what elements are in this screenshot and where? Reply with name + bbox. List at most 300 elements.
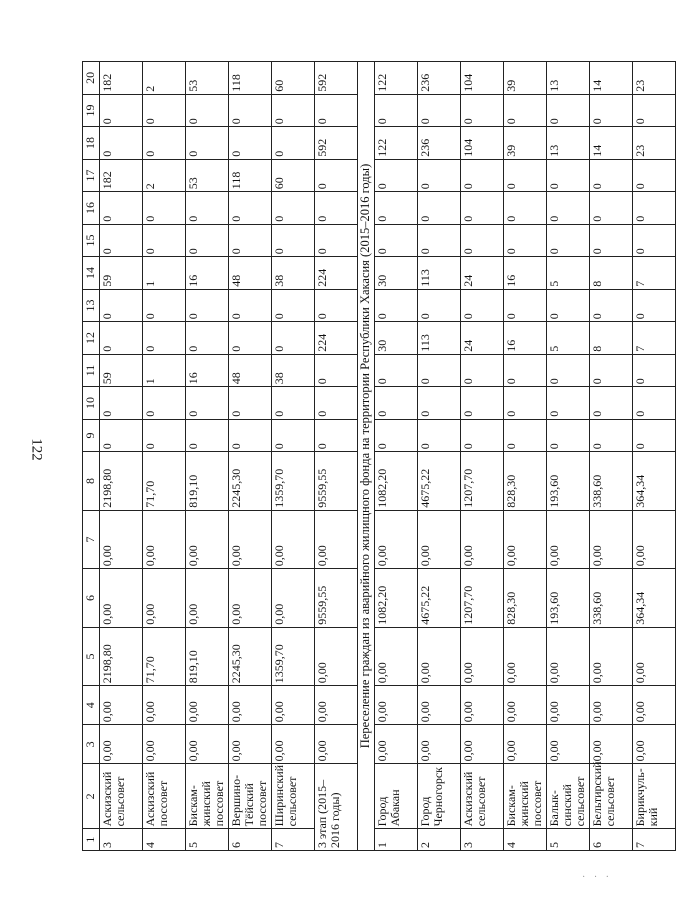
value-cell: 0: [375, 224, 418, 257]
stage-total-row: [315, 62, 358, 851]
value-cell: 0: [590, 224, 633, 257]
value-cell: 0: [590, 354, 633, 387]
municipality-name-cell: Ширинский сельсовет: [272, 764, 315, 829]
column-number-cell: 1: [83, 829, 100, 851]
value-cell: 0,00: [590, 725, 633, 764]
table-row: [547, 62, 590, 851]
value-cell: 48: [229, 354, 272, 387]
scan-artifact: · · ·: [582, 872, 612, 883]
value-cell: 0: [143, 289, 186, 322]
row-number-cell: 4: [504, 829, 547, 851]
value-cell: 0,00: [461, 627, 504, 686]
value-cell: 0,00: [186, 686, 229, 725]
value-cell: 1359,70: [272, 452, 315, 511]
column-number-cell: 9: [83, 419, 100, 452]
value-cell: 2245,30: [229, 452, 272, 511]
table-row: [375, 62, 418, 851]
row-number-cell: 3: [461, 829, 504, 851]
value-cell: 0,00: [229, 686, 272, 725]
value-cell: 24: [461, 322, 504, 355]
value-cell: 0: [229, 322, 272, 355]
value-cell: 23: [633, 62, 676, 95]
value-cell: 0: [186, 387, 229, 420]
value-cell: 0,00: [143, 686, 186, 725]
value-cell: 0: [143, 192, 186, 225]
value-cell: 48: [229, 257, 272, 290]
value-cell: 0: [504, 419, 547, 452]
row-number-cell: 3: [100, 829, 143, 851]
value-cell: 0,00: [461, 686, 504, 725]
value-cell: 30: [375, 257, 418, 290]
column-number-cell: 19: [83, 94, 100, 127]
value-cell: 819,10: [186, 452, 229, 511]
value-cell: 0: [633, 192, 676, 225]
value-cell: 7: [633, 322, 676, 355]
value-cell: 122: [375, 127, 418, 160]
value-cell: 0: [418, 159, 461, 192]
value-cell: 60: [272, 62, 315, 95]
value-cell: 0,00: [547, 686, 590, 725]
value-cell: 236: [418, 127, 461, 160]
value-cell: 0: [547, 159, 590, 192]
value-cell: 236: [418, 62, 461, 95]
value-cell: 182: [100, 62, 143, 95]
value-cell: 0,00: [590, 686, 633, 725]
value-cell: 14: [590, 62, 633, 95]
value-cell: 0,00: [590, 510, 633, 569]
value-cell: 16: [504, 322, 547, 355]
value-cell: 0: [100, 289, 143, 322]
value-cell: 0,00: [418, 627, 461, 686]
value-cell: 224: [315, 322, 358, 355]
value-cell: 0: [143, 94, 186, 127]
value-cell: 0: [315, 159, 358, 192]
value-cell: 1082,20: [375, 569, 418, 628]
value-cell: 0: [229, 127, 272, 160]
value-cell: 0,00: [504, 725, 547, 764]
rotated-table-wrapper: [82, 61, 661, 851]
value-cell: 0: [143, 127, 186, 160]
value-cell: 0,00: [315, 627, 358, 686]
value-cell: 0: [229, 387, 272, 420]
value-cell: 0: [547, 289, 590, 322]
value-cell: 8: [590, 257, 633, 290]
value-cell: 0,00: [272, 569, 315, 628]
municipality-name-cell: Город Абакан: [375, 764, 418, 829]
section-title: Переселение граждан из аварийного жилищного фонда на территории Республики Хакасия (2015–2016 годы): [358, 62, 375, 851]
municipality-name-cell: Аскизский сельсовет: [461, 764, 504, 829]
header-row: [83, 62, 100, 851]
value-cell: 0: [461, 387, 504, 420]
value-cell: 59: [100, 257, 143, 290]
value-cell: 4675,22: [418, 452, 461, 511]
column-number-cell: 5: [83, 627, 100, 686]
value-cell: 2: [143, 159, 186, 192]
municipality-name-cell: Город Черногорск: [418, 764, 461, 829]
value-cell: 118: [229, 159, 272, 192]
value-cell: 14: [590, 127, 633, 160]
value-cell: 71,70: [143, 452, 186, 511]
value-cell: 0: [315, 289, 358, 322]
value-cell: 0: [100, 192, 143, 225]
value-cell: 0: [461, 159, 504, 192]
stage-total-label: 3 этап (2015–2016 годы): [315, 764, 358, 851]
value-cell: 0: [100, 224, 143, 257]
value-cell: 0: [590, 289, 633, 322]
value-cell: 0: [315, 94, 358, 127]
value-cell: 0: [100, 127, 143, 160]
value-cell: 5: [547, 322, 590, 355]
value-cell: 0,00: [504, 510, 547, 569]
value-cell: 0,00: [633, 510, 676, 569]
value-cell: 364,34: [633, 452, 676, 511]
value-cell: 1359,70: [272, 627, 315, 686]
value-cell: 0,00: [418, 725, 461, 764]
value-cell: 0,00: [186, 569, 229, 628]
value-cell: 0,00: [590, 627, 633, 686]
column-number-cell: 15: [83, 224, 100, 257]
value-cell: 0: [272, 289, 315, 322]
column-number-cell: 17: [83, 159, 100, 192]
column-number-cell: 10: [83, 387, 100, 420]
value-cell: 0,00: [633, 725, 676, 764]
value-cell: 104: [461, 62, 504, 95]
value-cell: 0,00: [315, 510, 358, 569]
column-number-cell: 20: [83, 62, 100, 95]
value-cell: 0: [315, 354, 358, 387]
value-cell: 0,00: [315, 725, 358, 764]
value-cell: 0,00: [100, 725, 143, 764]
value-cell: 0: [186, 127, 229, 160]
column-number-cell: 6: [83, 569, 100, 628]
table-row: [100, 62, 143, 851]
value-cell: 0,00: [272, 686, 315, 725]
value-cell: 0: [461, 224, 504, 257]
value-cell: 0: [418, 419, 461, 452]
value-cell: 338,60: [590, 452, 633, 511]
value-cell: 338,60: [590, 569, 633, 628]
table-row: [143, 62, 186, 851]
value-cell: 0: [590, 94, 633, 127]
value-cell: 0: [229, 289, 272, 322]
value-cell: 0: [100, 322, 143, 355]
value-cell: 0: [504, 224, 547, 257]
value-cell: 0,00: [461, 725, 504, 764]
value-cell: 0: [590, 387, 633, 420]
value-cell: 0,00: [375, 510, 418, 569]
value-cell: 9559,55: [315, 452, 358, 511]
value-cell: 1082,20: [375, 452, 418, 511]
value-cell: 0: [633, 159, 676, 192]
value-cell: 0: [315, 387, 358, 420]
row-number-cell: 6: [229, 829, 272, 851]
value-cell: 122: [375, 62, 418, 95]
municipality-name-cell: Бискам-жинский поссовет: [186, 764, 229, 829]
value-cell: 60: [272, 159, 315, 192]
column-number-cell: 16: [83, 192, 100, 225]
value-cell: 0: [633, 94, 676, 127]
value-cell: 0,00: [100, 510, 143, 569]
value-cell: 0: [100, 419, 143, 452]
value-cell: 118: [229, 62, 272, 95]
row-number-cell: 5: [186, 829, 229, 851]
value-cell: 182: [100, 159, 143, 192]
value-cell: 0: [186, 322, 229, 355]
value-cell: 193,60: [547, 569, 590, 628]
value-cell: 0: [186, 94, 229, 127]
value-cell: 0,00: [186, 510, 229, 569]
value-cell: 0: [375, 354, 418, 387]
value-cell: 0: [186, 224, 229, 257]
value-cell: 16: [186, 354, 229, 387]
value-cell: 104: [461, 127, 504, 160]
value-cell: 0,00: [504, 686, 547, 725]
value-cell: 0,00: [375, 686, 418, 725]
value-cell: 0: [633, 419, 676, 452]
value-cell: 0: [547, 354, 590, 387]
value-cell: 0: [418, 224, 461, 257]
value-cell: 53: [186, 159, 229, 192]
value-cell: 0: [100, 387, 143, 420]
row-number-cell: 2: [418, 829, 461, 851]
value-cell: 39: [504, 62, 547, 95]
value-cell: 193,60: [547, 452, 590, 511]
value-cell: 0: [186, 192, 229, 225]
value-cell: 38: [272, 354, 315, 387]
value-cell: 0: [418, 192, 461, 225]
column-number-cell: 3: [83, 725, 100, 764]
value-cell: 592: [315, 127, 358, 160]
value-cell: 113: [418, 257, 461, 290]
resettlement-table: [82, 61, 676, 851]
value-cell: 0: [143, 224, 186, 257]
value-cell: 13: [547, 127, 590, 160]
value-cell: 0: [272, 192, 315, 225]
value-cell: 0: [504, 192, 547, 225]
value-cell: 0,00: [229, 725, 272, 764]
value-cell: 828,30: [504, 452, 547, 511]
value-cell: 0,00: [272, 510, 315, 569]
value-cell: 38: [272, 257, 315, 290]
value-cell: 9559,55: [315, 569, 358, 628]
value-cell: 16: [504, 257, 547, 290]
table-row: [633, 62, 676, 851]
value-cell: 0,00: [375, 725, 418, 764]
value-cell: 0: [272, 224, 315, 257]
value-cell: 4675,22: [418, 569, 461, 628]
value-cell: 0,00: [547, 725, 590, 764]
value-cell: 0: [315, 419, 358, 452]
value-cell: 0: [633, 354, 676, 387]
value-cell: 364,34: [633, 569, 676, 628]
value-cell: 0,00: [418, 686, 461, 725]
value-cell: 0: [229, 224, 272, 257]
row-number-cell: 6: [590, 829, 633, 851]
value-cell: 1207,70: [461, 452, 504, 511]
value-cell: 0,00: [375, 627, 418, 686]
value-cell: 71,70: [143, 627, 186, 686]
value-cell: 0: [229, 192, 272, 225]
value-cell: 828,30: [504, 569, 547, 628]
value-cell: 39: [504, 127, 547, 160]
value-cell: 2198,80: [100, 627, 143, 686]
value-cell: 0: [272, 94, 315, 127]
value-cell: 0: [315, 224, 358, 257]
value-cell: 1: [143, 354, 186, 387]
value-cell: 0: [633, 224, 676, 257]
value-cell: 0: [504, 387, 547, 420]
value-cell: 0: [272, 419, 315, 452]
table-row: [186, 62, 229, 851]
value-cell: 0: [547, 387, 590, 420]
value-cell: 0: [633, 387, 676, 420]
value-cell: 0: [461, 192, 504, 225]
value-cell: 0: [418, 94, 461, 127]
row-number-cell: 5: [547, 829, 590, 851]
value-cell: 0,00: [100, 686, 143, 725]
value-cell: 0: [143, 419, 186, 452]
page-number: 122: [28, 438, 45, 461]
value-cell: 2: [143, 62, 186, 95]
value-cell: 0: [461, 419, 504, 452]
value-cell: 0: [547, 224, 590, 257]
value-cell: 0: [590, 419, 633, 452]
value-cell: 113: [418, 322, 461, 355]
value-cell: 0,00: [504, 627, 547, 686]
value-cell: 0: [375, 159, 418, 192]
value-cell: 7: [633, 257, 676, 290]
value-cell: 0: [418, 354, 461, 387]
row-number-cell: 1: [375, 829, 418, 851]
municipality-name-cell: Бельтирский сельсовет: [590, 764, 633, 829]
row-number-cell: 7: [272, 829, 315, 851]
column-number-cell: 13: [83, 289, 100, 322]
value-cell: 0: [418, 387, 461, 420]
value-cell: 0,00: [229, 569, 272, 628]
column-number-cell: 18: [83, 127, 100, 160]
value-cell: 24: [461, 257, 504, 290]
value-cell: 0: [229, 419, 272, 452]
column-number-cell: 7: [83, 510, 100, 569]
value-cell: 0,00: [143, 569, 186, 628]
value-cell: 0: [461, 289, 504, 322]
section-title-row: [358, 62, 375, 851]
table-row: [504, 62, 547, 851]
value-cell: 0,00: [315, 686, 358, 725]
value-cell: 0: [461, 94, 504, 127]
value-cell: 0: [375, 94, 418, 127]
value-cell: 0,00: [143, 510, 186, 569]
column-number-cell: 11: [83, 354, 100, 387]
value-cell: 0,00: [547, 627, 590, 686]
row-number-cell: 7: [633, 829, 676, 851]
value-cell: 0: [186, 289, 229, 322]
value-cell: 0,00: [418, 510, 461, 569]
table-row: [590, 62, 633, 851]
value-cell: 0: [375, 419, 418, 452]
value-cell: 0: [100, 94, 143, 127]
value-cell: 0: [375, 289, 418, 322]
column-number-cell: 2: [83, 764, 100, 829]
value-cell: 2198,80: [100, 452, 143, 511]
municipality-name-cell: Вершино-Тёйский поссовет: [229, 764, 272, 829]
value-cell: 5: [547, 257, 590, 290]
value-cell: 0: [547, 419, 590, 452]
table-body: [83, 62, 676, 851]
value-cell: 0: [375, 192, 418, 225]
value-cell: 59: [100, 354, 143, 387]
municipality-name-cell: Аскизский поссовет: [143, 764, 186, 829]
table-row: [418, 62, 461, 851]
municipality-name-cell: Аскизский сельсовет: [100, 764, 143, 829]
value-cell: 0: [418, 289, 461, 322]
column-number-cell: 4: [83, 686, 100, 725]
value-cell: 23: [633, 127, 676, 160]
value-cell: 0,00: [633, 627, 676, 686]
value-cell: 0,00: [186, 725, 229, 764]
municipality-name-cell: Балык-синский сельсовет: [547, 764, 590, 829]
value-cell: 0: [375, 387, 418, 420]
column-number-cell: 12: [83, 322, 100, 355]
value-cell: 0,00: [547, 510, 590, 569]
value-cell: 0: [143, 387, 186, 420]
value-cell: 0,00: [229, 510, 272, 569]
table-row: [229, 62, 272, 851]
value-cell: 0: [272, 127, 315, 160]
value-cell: 0: [186, 419, 229, 452]
value-cell: 1: [143, 257, 186, 290]
row-number-cell: 4: [143, 829, 186, 851]
table-row: [461, 62, 504, 851]
value-cell: 2245,30: [229, 627, 272, 686]
value-cell: 0: [315, 192, 358, 225]
value-cell: 224: [315, 257, 358, 290]
value-cell: 0: [272, 387, 315, 420]
value-cell: 0: [633, 289, 676, 322]
value-cell: 0: [229, 94, 272, 127]
value-cell: 0: [461, 354, 504, 387]
value-cell: 53: [186, 62, 229, 95]
value-cell: 0: [504, 289, 547, 322]
table-row: [272, 62, 315, 851]
value-cell: 0: [590, 192, 633, 225]
value-cell: 0: [504, 94, 547, 127]
value-cell: 1207,70: [461, 569, 504, 628]
column-number-cell: 14: [83, 257, 100, 290]
value-cell: 0,00: [143, 725, 186, 764]
value-cell: 0: [143, 322, 186, 355]
value-cell: 16: [186, 257, 229, 290]
value-cell: 0,00: [633, 686, 676, 725]
value-cell: 0,00: [272, 725, 315, 764]
value-cell: 30: [375, 322, 418, 355]
value-cell: 0,00: [461, 510, 504, 569]
value-cell: 0: [272, 322, 315, 355]
value-cell: 0: [547, 94, 590, 127]
value-cell: 0: [504, 354, 547, 387]
value-cell: 8: [590, 322, 633, 355]
value-cell: 592: [315, 62, 358, 95]
value-cell: 819,10: [186, 627, 229, 686]
column-number-cell: 8: [83, 452, 100, 511]
value-cell: 0: [504, 159, 547, 192]
value-cell: 0,00: [100, 569, 143, 628]
municipality-name-cell: Бискам-жинский поссовет: [504, 764, 547, 829]
value-cell: 0: [547, 192, 590, 225]
value-cell: 0: [590, 159, 633, 192]
value-cell: 13: [547, 62, 590, 95]
municipality-name-cell: Бирикчуль-кий: [633, 764, 676, 829]
